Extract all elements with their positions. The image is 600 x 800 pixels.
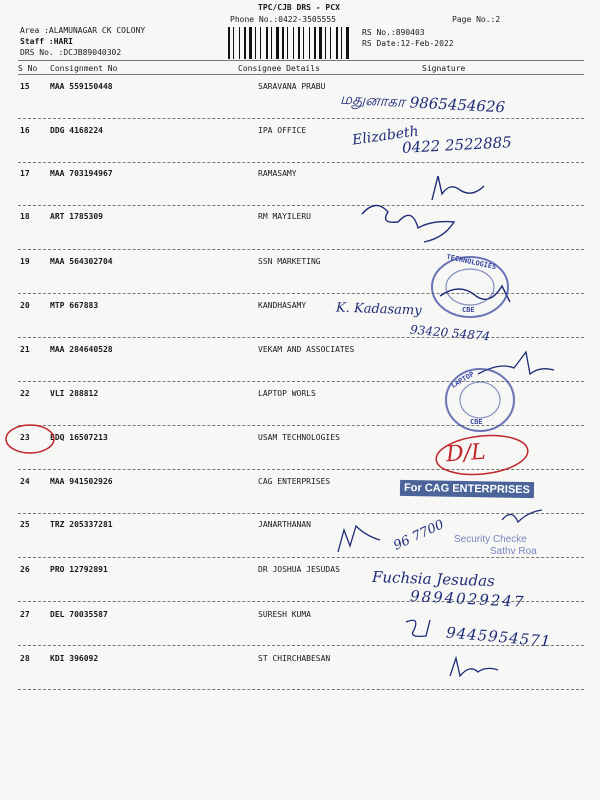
- serial-number: 21: [20, 345, 30, 354]
- serial-number: 16: [20, 126, 30, 135]
- column-consignee: Consignee Details: [238, 64, 320, 73]
- handwritten-phone: 96 7700: [391, 517, 447, 554]
- table-row: [0, 654, 600, 698]
- consignment-number: KDI 396092: [50, 654, 99, 663]
- rs-number: RS No.:890403: [362, 28, 425, 37]
- consignee-name: JANARTHANAN: [258, 520, 311, 529]
- row-divider: [18, 162, 584, 163]
- column-consignment: Consignment No: [50, 64, 118, 73]
- security-stamp-text: Security Checke: [454, 534, 527, 545]
- column-signature: Signature: [422, 64, 466, 73]
- stamp-text: CBE: [462, 306, 475, 314]
- handwritten-phone: 9894029247: [409, 586, 526, 612]
- stamp-text: LAPTOP: [449, 370, 476, 390]
- consignment-number: MAA 564302704: [50, 257, 113, 266]
- handwritten-signature: Elizabeth: [351, 123, 420, 149]
- consignee-name: ST CHIRCHABESAN: [258, 654, 331, 663]
- consignment-number: TRZ 205337281: [50, 520, 113, 529]
- signature-scribble: [332, 516, 402, 556]
- consignee-name: SARAVANA PRABU: [258, 82, 326, 91]
- consignment-number: ART 1785309: [50, 212, 103, 221]
- serial-number: 27: [20, 610, 30, 619]
- table-row: [0, 82, 600, 126]
- serial-number: 20: [20, 301, 30, 310]
- signature-scribble: [400, 614, 440, 644]
- table-row: [0, 169, 600, 213]
- row-divider: [18, 249, 584, 250]
- consignment-number: EDQ 16507213: [50, 433, 108, 442]
- serial-number: 17: [20, 169, 30, 178]
- column-sno: S No: [18, 64, 38, 73]
- row-divider: [18, 118, 584, 119]
- header-top-rule: [18, 60, 584, 61]
- header-bottom-rule: [18, 74, 584, 75]
- red-circle-mark: [0, 420, 60, 460]
- handwritten-delivered-mark: D/L: [445, 439, 487, 468]
- consignee-name: RAMASAMY: [258, 169, 297, 178]
- consignment-number: MTP 667883: [50, 301, 99, 310]
- consignee-name: SURESH KUMA: [258, 610, 311, 619]
- consignment-number: MAA 941502926: [50, 477, 113, 486]
- serial-number: 25: [20, 520, 30, 529]
- consignment-number: DEL 70035587: [50, 610, 108, 619]
- row-divider: [18, 557, 584, 558]
- row-divider: [18, 689, 584, 690]
- serial-number: 28: [20, 654, 30, 663]
- handwritten-phone: 9445954571: [445, 623, 553, 651]
- signature-scribble: [498, 500, 548, 530]
- serial-number: 22: [20, 389, 30, 398]
- consignment-number: MAA 284640528: [50, 345, 113, 354]
- cag-enterprises-stamp: For CAG ENTERPRISES: [400, 480, 534, 498]
- security-stamp-text: Sathv Roa: [490, 546, 537, 557]
- handwritten-signature: K. Kadasamy: [335, 300, 422, 319]
- serial-number: 18: [20, 212, 30, 221]
- consignee-name: RM MAYILERU: [258, 212, 311, 221]
- phone-number: Phone No.:0422-3505555: [230, 15, 336, 24]
- red-oval-mark: [430, 432, 540, 482]
- serial-number: 19: [20, 257, 30, 266]
- handwritten-phone: 0422 2522885: [401, 133, 513, 157]
- handwritten-phone: 93420 54874: [409, 322, 491, 344]
- page-number: Page No.:2: [452, 15, 501, 24]
- serial-number: 15: [20, 82, 30, 91]
- rs-date: RS Date:12-Feb-2022: [362, 39, 454, 48]
- consignment-number: PRO 12792891: [50, 565, 108, 574]
- handwritten-phone: மதுனாகா 9865454626: [339, 89, 506, 117]
- serial-number: 23: [20, 433, 30, 442]
- consignee-name: CAG ENTERPRISES: [258, 477, 331, 486]
- consignment-number: DDG 4168224: [50, 126, 103, 135]
- signature-scribble: [358, 198, 478, 248]
- handwritten-signature: Fuchsia Jesudas: [371, 567, 496, 591]
- consignee-name: VEKAM AND ASSOCIATES: [258, 345, 355, 354]
- consignee-name: SSN MARKETING: [258, 257, 321, 266]
- consignee-name: KANDHASAMY: [258, 301, 307, 310]
- consignee-name: IPA OFFICE: [258, 126, 307, 135]
- consignee-name: DR JOSHUA JESUDAS: [258, 565, 340, 574]
- stamp-text: TECHNOLOGIES: [445, 252, 497, 272]
- signature-scribble: [444, 654, 504, 684]
- staff-label: Staff :HARI: [20, 37, 73, 46]
- area-label: Area :ALAMUNAGAR CK COLONY: [20, 26, 146, 35]
- serial-number: 26: [20, 565, 30, 574]
- consignment-number: VLI 288812: [50, 389, 99, 398]
- consignee-name: LAPTOP WORLS: [258, 389, 316, 398]
- stamp-text: CBE: [470, 418, 483, 426]
- row-divider: [18, 337, 584, 338]
- serial-number: 24: [20, 477, 30, 486]
- document-title: TPC/CJB DRS - PCX: [258, 3, 340, 12]
- barcode: [228, 27, 354, 59]
- consignment-number: MAA 703194967: [50, 169, 113, 178]
- consignee-name: USAM TECHNOLOGIES: [258, 433, 340, 442]
- drs-number: DRS No. :DCJB89040302: [20, 48, 122, 57]
- consignment-number: MAA 559150448: [50, 82, 113, 91]
